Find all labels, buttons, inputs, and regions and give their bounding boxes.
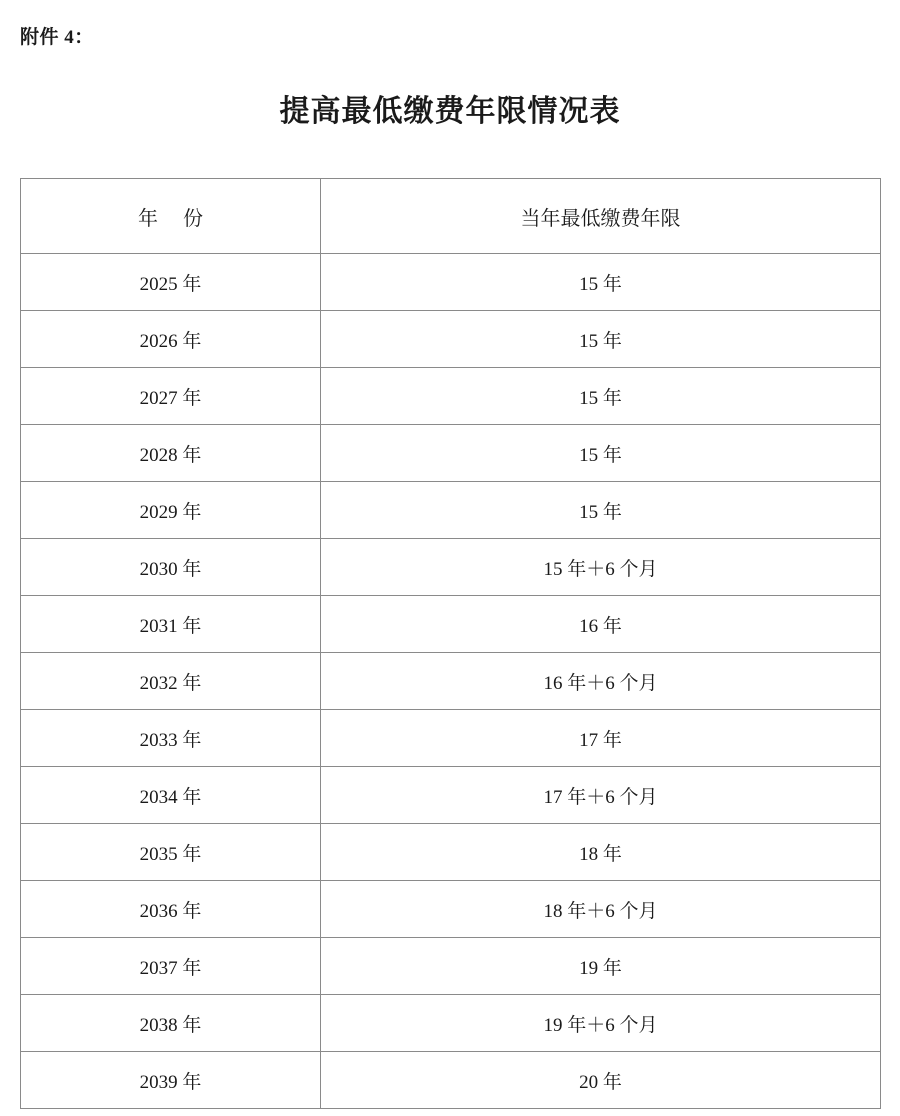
cell-value: 17 年	[321, 710, 881, 767]
table-row	[21, 881, 881, 938]
cell-year: 2027 年	[21, 368, 321, 425]
table-row	[21, 710, 881, 767]
table-row	[21, 368, 881, 425]
cell-value: 19 年	[321, 938, 881, 995]
cell-value: 15 年	[321, 254, 881, 311]
cell-year: 2030 年	[21, 539, 321, 596]
cell-year: 2039 年	[21, 1052, 321, 1109]
table-row	[21, 653, 881, 710]
cell-value: 18 年	[321, 824, 881, 881]
column-header-year-label: 年 份	[138, 207, 213, 230]
cell-value: 16 年	[321, 596, 881, 653]
cell-year: 2026 年	[21, 311, 321, 368]
cell-year: 2028 年	[21, 425, 321, 482]
cell-value: 15 年＋6 个月	[321, 539, 881, 596]
cell-year: 2025 年	[21, 254, 321, 311]
table-body	[21, 254, 881, 1109]
column-header-year	[21, 179, 321, 254]
cell-year: 2038 年	[21, 995, 321, 1052]
table-header	[21, 179, 881, 254]
cell-year: 2033 年	[21, 710, 321, 767]
cell-year: 2034 年	[21, 767, 321, 824]
column-header-value: 当年最低缴费年限	[321, 179, 881, 254]
cell-year: 2031 年	[21, 596, 321, 653]
table-container	[20, 178, 880, 1109]
cell-value: 15 年	[321, 425, 881, 482]
cell-value: 15 年	[321, 311, 881, 368]
table-row	[21, 425, 881, 482]
cell-year: 2029 年	[21, 482, 321, 539]
table-row	[21, 254, 881, 311]
cell-value: 20 年	[321, 1052, 881, 1109]
table-row	[21, 482, 881, 539]
table-row	[21, 995, 881, 1052]
cell-year: 2032 年	[21, 653, 321, 710]
cell-value: 15 年	[321, 368, 881, 425]
attachment-label: 附件 4：	[20, 27, 94, 48]
table-row	[21, 1052, 881, 1109]
minimum-contribution-years-table	[20, 178, 881, 1109]
table-row	[21, 311, 881, 368]
table-row	[21, 596, 881, 653]
cell-year: 2037 年	[21, 938, 321, 995]
table-row	[21, 539, 881, 596]
cell-value: 16 年＋6 个月	[321, 653, 881, 710]
cell-value: 17 年＋6 个月	[321, 767, 881, 824]
cell-year: 2035 年	[21, 824, 321, 881]
table-row	[21, 767, 881, 824]
cell-value: 19 年＋6 个月	[321, 995, 881, 1052]
table-header-row	[21, 179, 881, 254]
table-row	[21, 824, 881, 881]
cell-year: 2036 年	[21, 881, 321, 938]
cell-value: 15 年	[321, 482, 881, 539]
cell-value: 18 年＋6 个月	[321, 881, 881, 938]
page-title: 提高最低缴费年限情况表	[279, 95, 621, 128]
table-row	[21, 938, 881, 995]
